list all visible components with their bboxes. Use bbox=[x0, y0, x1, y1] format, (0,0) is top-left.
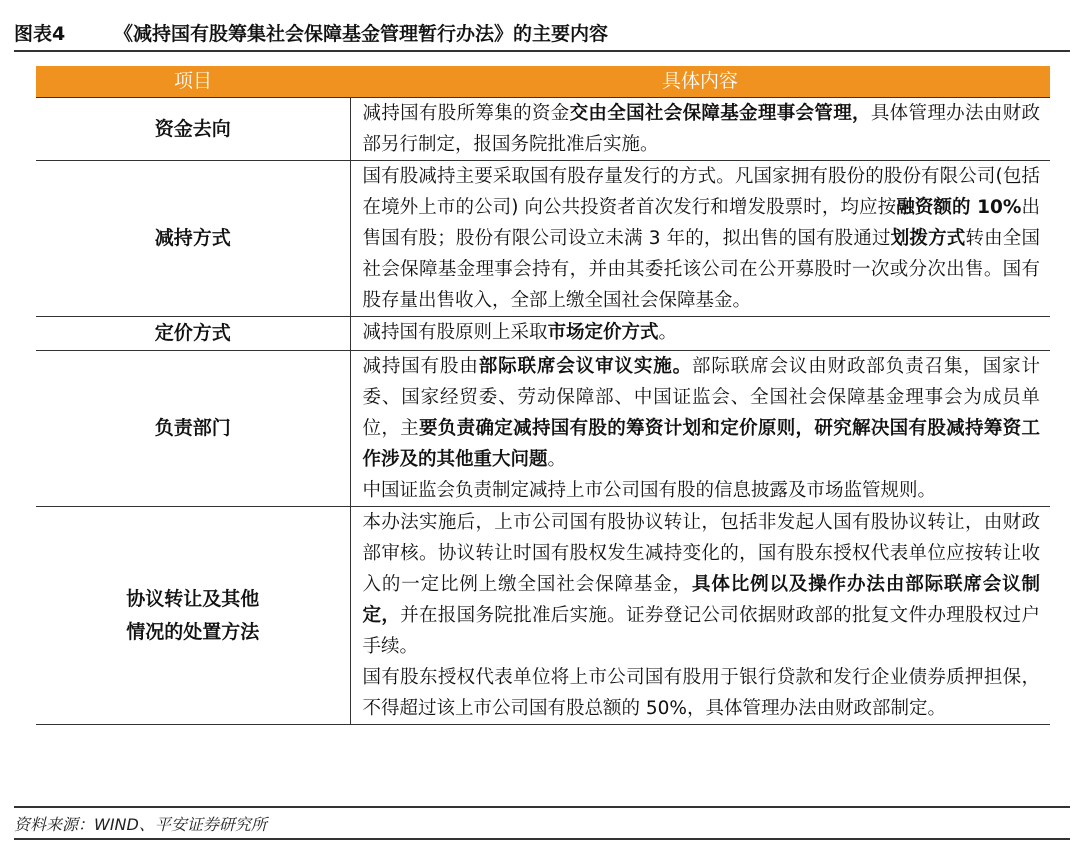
source-note: 资料来源：WIND、平安证券研究所 bbox=[14, 806, 1070, 840]
detail-paragraph bbox=[363, 161, 1041, 316]
body-text: 具体管理办法由财政部另行制定，报国务院批准后实施。 bbox=[362, 103, 1040, 155]
item-label: 协议转让及其他 情况的处置方法 bbox=[126, 587, 260, 643]
body-text: 并在报国务院批准后实施。证券登记公司依据财政部的批复文件办理股权过户手续。 bbox=[362, 605, 1040, 657]
table-row bbox=[36, 98, 1050, 161]
body-text: 减持国有股原则上采取 bbox=[362, 322, 548, 343]
item-label: 减持方式 bbox=[154, 227, 231, 249]
item-label: 资金去向 bbox=[154, 117, 231, 140]
emphasis-text: 具体比例以及操作办法由部际联席会议制定， bbox=[362, 574, 1040, 626]
emphasis-text: 要负责确定减持国有股的筹资计划和定价原则，研究解决国有股减持筹资工作涉及的其他重大问题 bbox=[362, 418, 1040, 470]
detail-cell bbox=[350, 317, 1050, 351]
item-label: 负责部门 bbox=[154, 417, 231, 439]
item-label: 定价方式 bbox=[154, 322, 231, 344]
detail-cell bbox=[350, 161, 1050, 317]
figure-label: 图表4 bbox=[14, 22, 66, 45]
header-row bbox=[36, 66, 1050, 98]
item-cell bbox=[36, 351, 350, 507]
figure-header bbox=[14, 14, 1070, 52]
table-row bbox=[36, 507, 1050, 725]
body-text: 出售国有股；股份有限公司设立未满 3 年的，拟出售的国有股通过 bbox=[362, 197, 1040, 249]
emphasis-text: 融资额的 10% bbox=[896, 197, 1022, 218]
item-cell bbox=[36, 317, 350, 351]
detail-paragraph bbox=[363, 351, 1041, 475]
figure-title: 《减持国有股筹集社会保障基金管理暂行办法》的主要内容 bbox=[114, 22, 609, 45]
body-text: 减持国有股所筹集的资金 bbox=[362, 103, 570, 124]
emphasis-text: 市场定价方式 bbox=[547, 322, 659, 343]
body-text: 减持国有股由 bbox=[362, 356, 479, 377]
item-cell bbox=[36, 98, 350, 161]
detail-paragraph bbox=[363, 317, 1041, 348]
detail-cell bbox=[350, 98, 1050, 161]
body-text: 本办法实施后，上市公司国有股协议转让，包括非发起人国有股协议转让，由财政部审核。协议转让时国有股权发生减持变化的，国有股东授权代表单位应按转让收入的一定比例上缴全国社会保障基金， bbox=[362, 512, 1040, 595]
table-row bbox=[36, 317, 1050, 351]
item-cell bbox=[36, 161, 350, 317]
table-row bbox=[36, 161, 1050, 317]
emphasis-text: 划拨方式 bbox=[890, 228, 966, 249]
table-row bbox=[36, 351, 1050, 507]
body-text: 国有股东授权代表单位将上市公司国有股用于银行贷款和发行企业债券质押担保，不得超过该上市公司国有股总额的 50%，具体管理办法由财政部制定。 bbox=[362, 667, 1040, 719]
table-header bbox=[36, 66, 1050, 98]
detail-cell bbox=[350, 351, 1050, 507]
detail-paragraph bbox=[363, 662, 1041, 724]
detail-paragraph bbox=[363, 507, 1041, 662]
detail-paragraph bbox=[363, 475, 1041, 506]
body-text: 国有股减持主要采取国有股存量发行的方式。凡国家拥有股份的股份有限公司(包括在境外上市的公司) 向公共投资者首次发行和增发股票时，均应按 bbox=[362, 166, 1040, 218]
body-text: 。 bbox=[658, 322, 678, 343]
header-detail: 具体内容 bbox=[350, 66, 1050, 98]
item-cell bbox=[36, 507, 350, 725]
body-text: 部际联席会议由财政部负责召集，国家计委、国家经贸委、劳动保障部、中国证监会、全国社会保障基金理事会为成员单位，主 bbox=[362, 356, 1040, 439]
body-text: 中国证监会负责制定减持上市公司国有股的信息披露及市场监管规则。 bbox=[362, 480, 937, 501]
emphasis-text: 部际联席会议审议实施。 bbox=[478, 356, 692, 377]
detail-cell bbox=[350, 507, 1050, 725]
emphasis-text: 交由全国社会保障基金理事会管理， bbox=[569, 103, 871, 124]
content-table bbox=[36, 66, 1050, 725]
detail-paragraph bbox=[363, 98, 1041, 160]
body-text: 。 bbox=[547, 449, 567, 470]
header-item: 项目 bbox=[36, 66, 350, 98]
table-body bbox=[36, 98, 1050, 725]
body-text: 转由全国社会保障基金理事会持有，并由其委托该公司在公开募股时一次或分次出售。国有股存量出售收入，全部上缴全国社会保障基金。 bbox=[362, 228, 1040, 311]
